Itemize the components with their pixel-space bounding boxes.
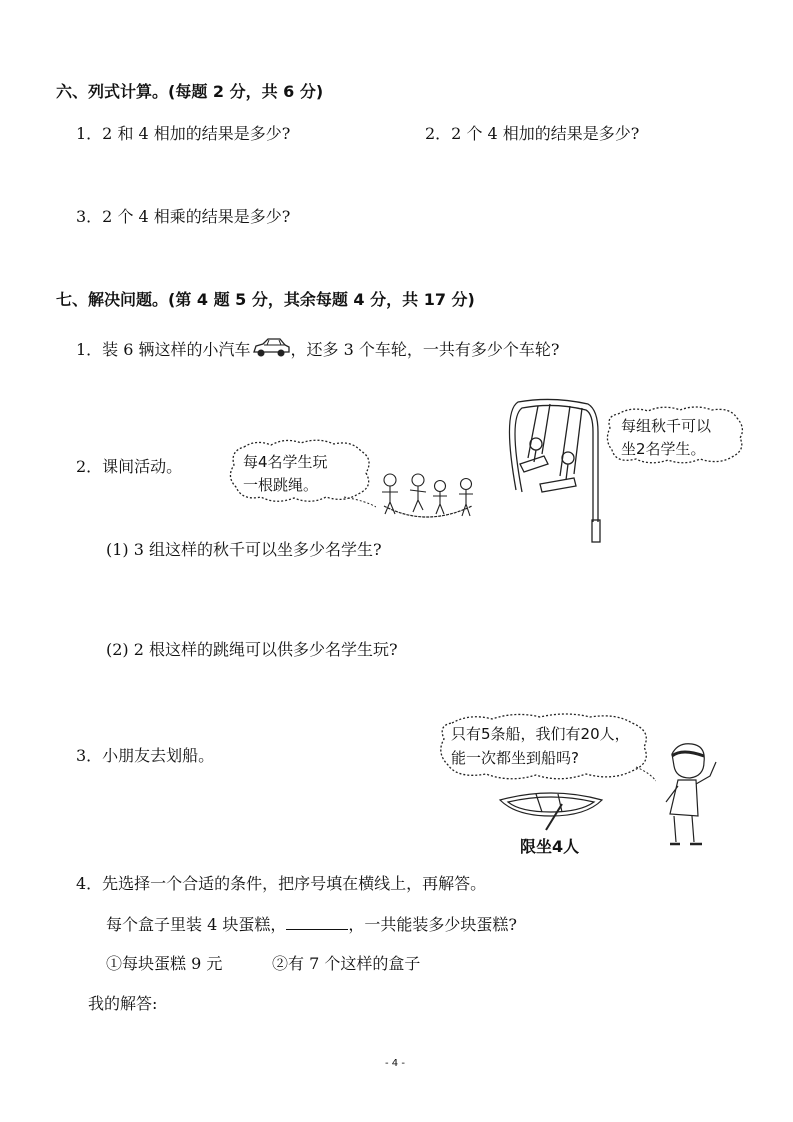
bubble-swing-line-2: 坐2名学生。 — [621, 440, 706, 458]
question-7-4-option-2: ②有 7 个这样的盒子 — [272, 954, 421, 973]
boat-illustration — [496, 786, 606, 836]
thought-bubble-rope — [226, 437, 376, 509]
kids-jump-rope-illustration — [376, 470, 480, 522]
car-icon — [251, 337, 291, 357]
question-7-1 — [76, 337, 559, 360]
section-6-heading: 六、列式计算。(每题 2 分，共 6 分) — [56, 82, 324, 101]
question-7-4-stem — [106, 914, 517, 935]
question-7-3: 3．小朋友去划船。 — [76, 746, 215, 765]
swing-set-illustration — [498, 392, 608, 550]
answer-blank[interactable] — [286, 914, 348, 930]
question-6-1: 1．2 和 4 相加的结果是多少? — [76, 124, 291, 143]
question-6-3: 3．2 个 4 相乘的结果是多少? — [76, 207, 291, 226]
question-7-4-stem-before: 每个盒子里装 4 块蛋糕， — [106, 915, 287, 934]
bubble-boat-line-1: 只有5条船，我们有20人， — [451, 725, 630, 743]
bubble-rope-line-1: 每4名学生玩 — [243, 453, 328, 471]
bubble-rope-line-2: 一根跳绳。 — [243, 476, 319, 494]
page-number: - 4 - — [385, 1058, 405, 1069]
question-6-2: 2．2 个 4 相加的结果是多少? — [425, 124, 640, 143]
question-7-1-text-after: ，还多 3 个车轮，一共有多少个车轮? — [290, 340, 560, 359]
section-7-heading: 七、解决问题。(第 4 题 5 分，其余每题 4 分，共 17 分) — [56, 290, 475, 309]
question-7-2-sub-1: (1) 3 组这样的秋千可以坐多少名学生? — [106, 540, 382, 559]
question-7-4-stem-after: ，一共能装多少块蛋糕? — [348, 915, 517, 934]
answer-label: 我的解答: — [88, 994, 158, 1013]
boy-illustration — [658, 740, 724, 850]
question-7-1-text-before: 1．装 6 辆这样的小汽车 — [76, 340, 251, 359]
bubble-swing-line-1: 每组秋千可以 — [621, 417, 712, 435]
question-7-2-sub-2: (2) 2 根这样的跳绳可以供多少名学生玩? — [106, 640, 398, 659]
question-7-2: 2．课间活动。 — [76, 457, 183, 476]
question-7-4-option-1: ①每块蛋糕 9 元 — [106, 954, 223, 973]
question-7-4: 4．先选择一个合适的条件，把序号填在横线上，再解答。 — [76, 874, 487, 893]
bubble-boat-line-2: 能一次都坐到船吗? — [451, 749, 579, 767]
boat-caption: 限坐4人 — [520, 837, 580, 856]
